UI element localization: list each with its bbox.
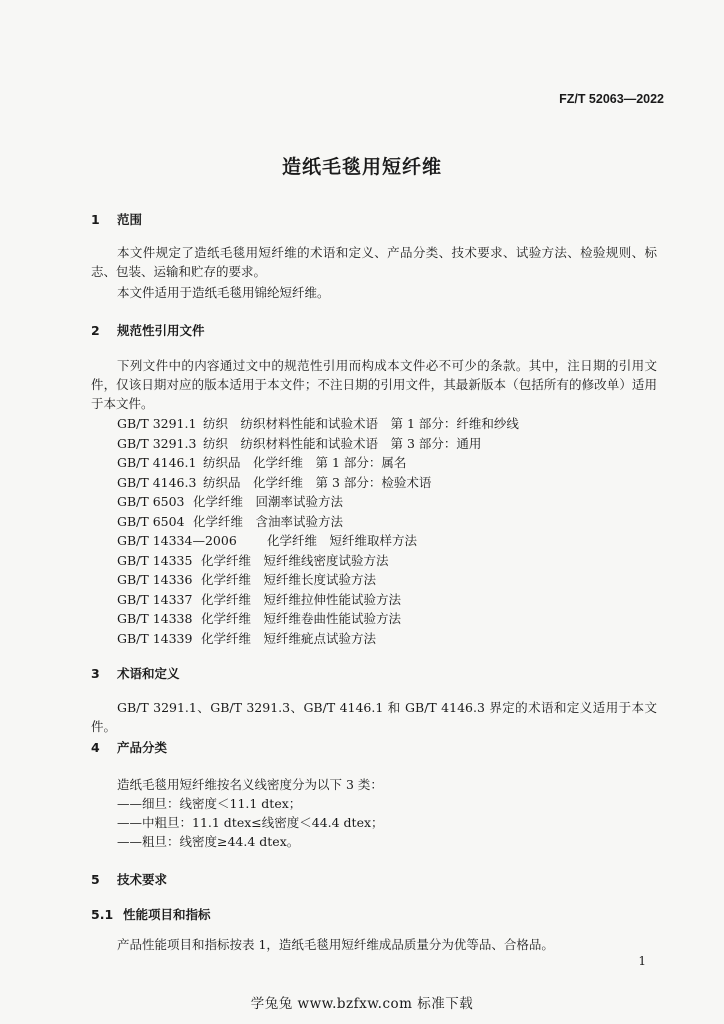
reference-title: 纺织品 化学纤维 第 3 部分：检验术语 bbox=[203, 474, 432, 490]
reference-title: 纺织 纺织材料性能和试验术语 第 3 部分：通用 bbox=[203, 435, 482, 451]
section-number: 4 bbox=[91, 740, 100, 755]
reference-item bbox=[117, 453, 519, 473]
reference-item bbox=[117, 570, 519, 590]
reference-item bbox=[117, 473, 519, 493]
reference-item bbox=[117, 414, 519, 434]
section-1-heading bbox=[91, 210, 142, 228]
section-title: 产品分类 bbox=[117, 740, 168, 755]
section-number: 2 bbox=[91, 323, 100, 338]
reference-code: GB/T 14335 bbox=[117, 552, 193, 568]
section-4-heading bbox=[91, 738, 167, 756]
reference-code: GB/T 6504 bbox=[117, 513, 185, 529]
reference-code: GB/T 3291.1 bbox=[117, 416, 197, 431]
reference-title: 纺织品 化学纤维 第 1 部分：属名 bbox=[203, 455, 407, 470]
reference-item bbox=[117, 551, 519, 571]
reference-item bbox=[117, 434, 519, 454]
reference-title: 化学纤维 短纤维卷曲性能试验方法 bbox=[201, 611, 402, 626]
section-number: 5.1 bbox=[91, 907, 114, 922]
reference-code: GB/T 14337 bbox=[117, 591, 193, 607]
section-title: 技术要求 bbox=[117, 872, 168, 887]
section-1-paragraph-2: 本文件适用于造纸毛毯用锦纶短纤维。 bbox=[117, 285, 330, 300]
section-number: 5 bbox=[91, 872, 100, 887]
page-number: 1 bbox=[638, 954, 646, 968]
reference-title: 化学纤维 短纤维线密度试验方法 bbox=[201, 552, 389, 568]
reference-item bbox=[117, 590, 519, 610]
section-4-paragraph: 造纸毛毯用短纤维按名义线密度分为以下 3 类： bbox=[117, 777, 383, 792]
section-2-heading bbox=[91, 321, 205, 339]
standard-code: FZ/T 52063—2022 bbox=[559, 92, 664, 106]
reference-code: GB/T 6503 bbox=[117, 494, 185, 509]
reference-title: 纺织 纺织材料性能和试验术语 第 1 部分：纤维和纱线 bbox=[203, 416, 519, 431]
section-5-heading bbox=[91, 870, 167, 888]
category-item: ——中粗旦：11.1 dtex≤线密度＜44.4 dtex； bbox=[117, 815, 384, 830]
reference-title: 化学纤维 含油率试验方法 bbox=[193, 513, 344, 529]
section-title: 范围 bbox=[117, 212, 143, 227]
reference-code: GB/T 14339 bbox=[117, 630, 193, 646]
section-5-1-heading bbox=[91, 905, 211, 923]
reference-title: 化学纤维 短纤维长度试验方法 bbox=[201, 572, 377, 587]
section-title: 规范性引用文件 bbox=[117, 323, 205, 338]
section-3-paragraph: GB/T 3291.1、GB/T 3291.3、GB/T 4146.1 和 GB/T 4146.3 界定的术语和定义适用于本文件。 bbox=[91, 700, 657, 734]
reference-code: GB/T 14334—2006 bbox=[117, 533, 237, 548]
section-3-heading bbox=[91, 664, 180, 682]
category-item: ——粗旦：线密度≥44.4 dtex。 bbox=[117, 834, 300, 849]
section-number: 1 bbox=[91, 212, 100, 227]
reference-item bbox=[117, 609, 519, 629]
document-title: 造纸毛毯用短纤维 bbox=[281, 156, 442, 178]
section-title: 术语和定义 bbox=[117, 666, 180, 681]
section-title: 性能项目和指标 bbox=[123, 907, 211, 922]
reference-code: GB/T 4146.1 bbox=[117, 455, 197, 470]
section-5-1-paragraph: 产品性能项目和指标按表 1，造纸毛毯用短纤维成品质量分为优等品、合格品。 bbox=[117, 937, 554, 952]
section-2-intro: 下列文件中的内容通过文中的规范性引用而构成本文件必不可少的条款。其中，注日期的引用文件，仅该日期对应的版本适用于本文件；不注日期的引用文件，其最新版本（包括所有的修改单）适用于本文件。 bbox=[91, 358, 657, 411]
reference-item bbox=[117, 629, 519, 649]
section-1-paragraph-1: 本文件规定了造纸毛毯用短纤维的术语和定义、产品分类、技术要求、试验方法、检验规则、标志、包装、运输和贮存的要求。 bbox=[91, 245, 657, 279]
reference-item bbox=[117, 512, 519, 532]
reference-item bbox=[117, 492, 519, 512]
section-number: 3 bbox=[91, 666, 100, 681]
reference-code: GB/T 3291.3 bbox=[117, 435, 197, 451]
reference-title: 化学纤维 短纤维拉伸性能试验方法 bbox=[201, 591, 402, 607]
reference-title: 化学纤维 短纤维疵点试验方法 bbox=[201, 630, 377, 646]
reference-title: 化学纤维 回潮率试验方法 bbox=[193, 494, 344, 509]
reference-code: GB/T 14338 bbox=[117, 611, 193, 626]
reference-title: 化学纤维 短纤维取样方法 bbox=[267, 533, 418, 548]
footer-watermark: 学兔兔 www.bzfxw.com 标准下载 bbox=[250, 996, 474, 1012]
category-item: ——细旦：线密度＜11.1 dtex； bbox=[117, 796, 302, 811]
reference-code: GB/T 4146.3 bbox=[117, 474, 197, 490]
reference-item bbox=[117, 531, 519, 551]
reference-code: GB/T 14336 bbox=[117, 572, 193, 587]
reference-list bbox=[117, 414, 519, 648]
